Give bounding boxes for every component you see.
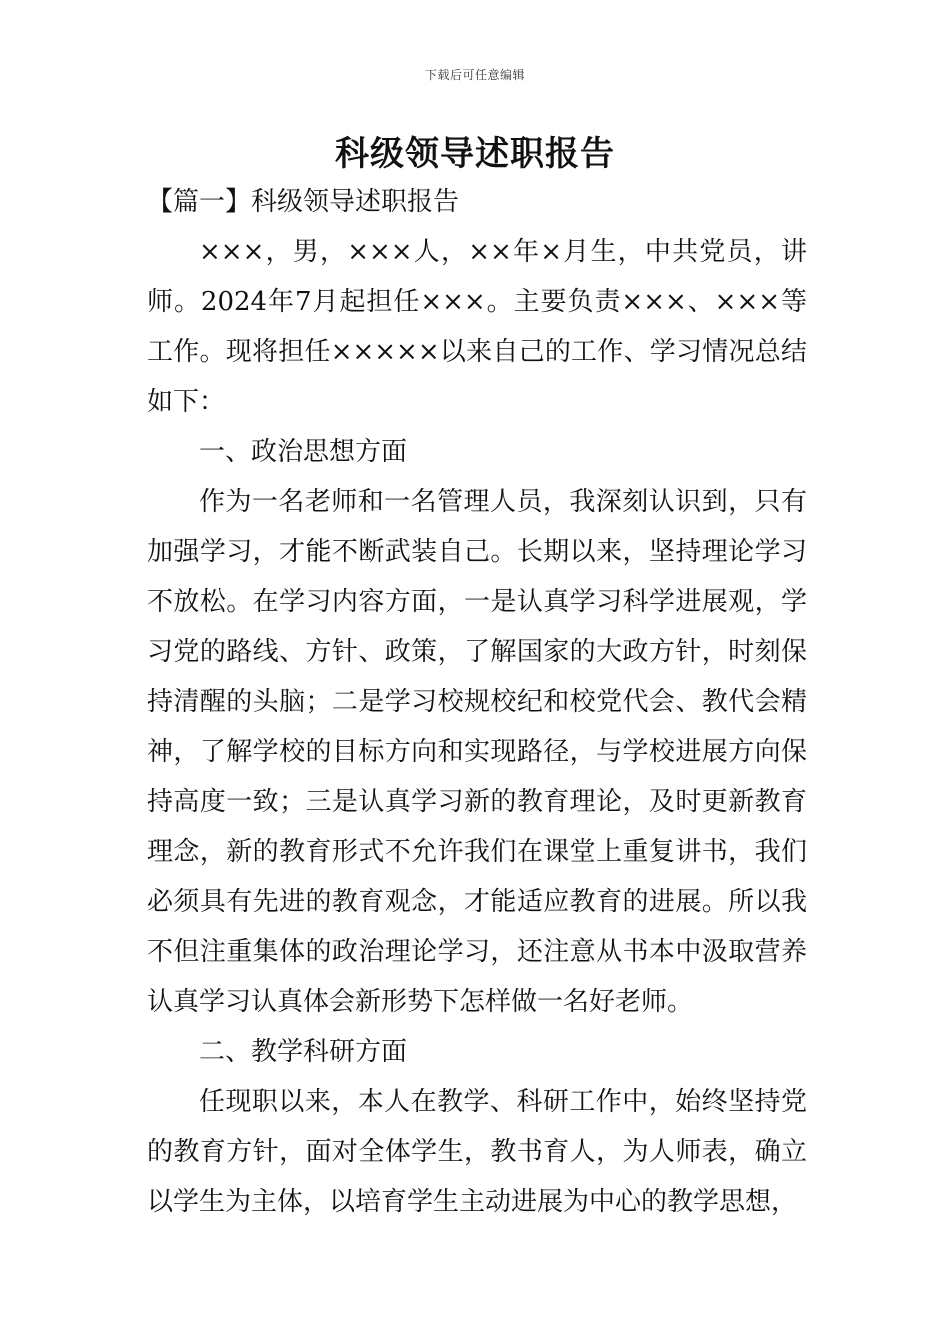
section-body-teaching: 任现职以来，本人在教学、科研工作中，始终坚持党的教育方针，面对全体学生，教书育人，为人师表，确立以学生为主体，以培育学生主动进展为中心的教学思想， — [147, 1087, 807, 1217]
document-body — [147, 177, 807, 1227]
document-title: 科级领导述职报告 — [335, 134, 615, 174]
document-subtitle: 【篇一】科级领导述职报告 — [147, 187, 460, 217]
header-note: 下载后可任意编辑 — [424, 68, 525, 82]
intro-paragraph: ×××，男，×××人，××年×月生，中共党员，讲师。2024年7月起担任×××。主要负责×××、×××等工作。现将担任×××××以来自己的工作、学习情况总结如下： — [147, 237, 807, 417]
section-heading-politics: 一、政治思想方面 — [199, 437, 408, 467]
section-heading-teaching: 二、教学科研方面 — [199, 1037, 408, 1067]
section-body-politics: 作为一名老师和一名管理人员，我深刻认识到，只有加强学习，才能不断武装自己。长期以来，坚持理论学习不放松。在学习内容方面，一是认真学习科学进展观，学习党的路线、方针、政策，了解国家的大政方针，时刻保持清醒的头脑；二是学习校规校纪和校党代会、教代会精神，了解学校的目标方向和实现路径，与学校进展方向保持高度一致；三是认真学习新的教育理论，及时更新教育理念，新的教育形式不允许我们在课堂上重复讲书，我们必须具有先进的教育观念，才能适应教育的进展。所以我不但注重集体的政治理论学习，还注意从书本中汲取营养认真学习认真体会新形势下怎样做一名好老师。 — [147, 487, 807, 1017]
